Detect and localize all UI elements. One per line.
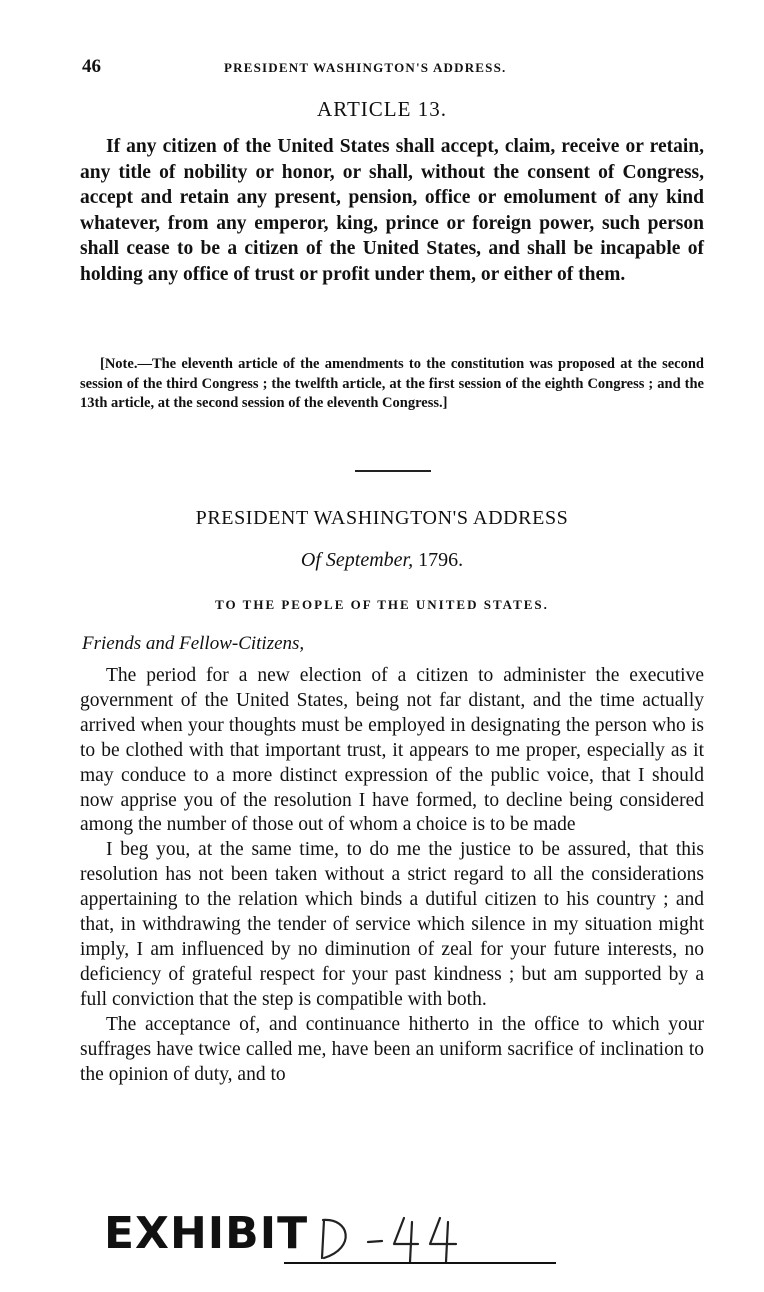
running-title: PRESIDENT WASHINGTON'S ADDRESS. bbox=[224, 60, 507, 75]
paragraph: The acceptance of, and continuance hitherto in the office to which your suffrages have twice called me, have been an uniform sacrifice of inclination to the opinion of duty, and to bbox=[80, 1013, 704, 1085]
article-body bbox=[80, 134, 704, 287]
date-prefix: Of September, bbox=[300, 549, 414, 571]
running-head bbox=[82, 56, 704, 80]
paragraph: The period for a new election of a citizen to administer the executive government of the United States, being not far distant, and the time actually arrived when your thoughts must be employed in designating the person who is to be clothed with that important trust, it appears to me proper, especially as it may conduce to a more distinct expression of the public voice, that I should now apprise you of the resolution I have formed, to decline being considered among the number of those out of whom a choice is to be made bbox=[80, 665, 704, 836]
addressee: TO THE PEOPLE OF THE UNITED STATES. bbox=[215, 597, 549, 612]
note-text: [Note.—The eleventh article of the amendments to the constitution was proposed at the second session of the third Congress ; the twelfth article, at the first session of the eighth Congress ; and the 13th article, at the second session of the eleventh Congress.] bbox=[80, 356, 704, 411]
paragraph: I beg you, at the same time, to do me the justice to be assured, that this resolution has not been taken without a strict regard to all the considerations appertaining to the relation which binds a dutiful citizen to his country ; and that, in withdrawing the tender of service which silence in my situation might imply, I am influenced by no diminution of zeal for your future interests, no deficiency of grateful respect for your past kindness ; but am supported by a full conviction that the step is compatible with both. bbox=[80, 839, 704, 1010]
address-date bbox=[0, 549, 764, 572]
page-number: 46 bbox=[82, 56, 101, 77]
section-divider bbox=[355, 470, 431, 472]
salutation: Friends and Fellow-Citizens, bbox=[82, 633, 305, 654]
exhibit-underline bbox=[284, 1262, 556, 1264]
article-text: If any citizen of the United States shall accept, claim, receive or retain, any title of nobility or honor, or shall, without the consent of Congress, accept and retain any present, pension, office or emolument of any kind whatever, from any emperor, king, prince or foreign power, such person shall cease to be a citizen of the United States, and shall be incapable of holding any office of trust or profit under them, or either of them. bbox=[80, 136, 704, 285]
date-year: 1796. bbox=[418, 549, 464, 571]
letter-body bbox=[80, 664, 704, 1087]
amendment-note bbox=[80, 355, 704, 414]
address-title: PRESIDENT WASHINGTON'S ADDRESS bbox=[195, 507, 569, 529]
exhibit-handwritten-number bbox=[310, 1208, 470, 1266]
article-title: ARTICLE 13. bbox=[317, 97, 447, 121]
exhibit-label: EXHIBIT bbox=[104, 1208, 309, 1259]
